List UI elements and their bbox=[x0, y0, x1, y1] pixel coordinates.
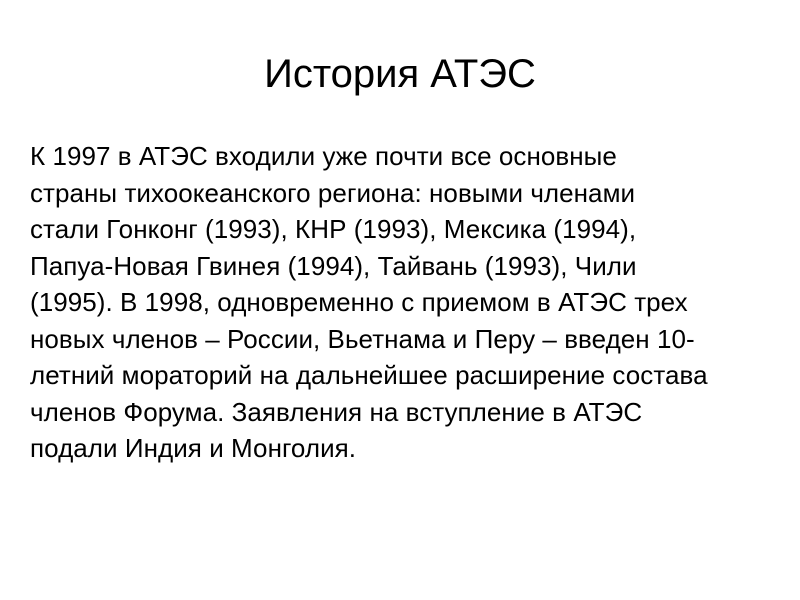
paragraph-line: страны тихоокеанского региона: новыми членами bbox=[30, 177, 636, 208]
paragraph-line: К 1997 в АТЭС входили уже почти все основные bbox=[30, 141, 617, 171]
slide-title: История АТЭС bbox=[264, 52, 536, 96]
paragraph-line: (1995). В 1998, одновременно с приемом в АТЭС трех bbox=[30, 287, 688, 317]
paragraph-line: стали Гонконг (1993), КНР (1993), Мексика (1994), bbox=[30, 214, 637, 244]
paragraph-line: новых членов – России, Вьетнама и Перу – введен 10- bbox=[30, 323, 695, 354]
paragraph-line: подали Индия и Монголия. bbox=[30, 433, 357, 463]
paragraph-line: летний мораторий на дальнейшее расширение состава bbox=[30, 360, 708, 390]
paragraph-line: членов Форума. Заявления на вступление в АТЭС bbox=[30, 396, 643, 427]
paragraph-line: Папуа-Новая Гвинея (1994), Тайвань (1993), Чили bbox=[30, 250, 637, 281]
slide-body-paragraph bbox=[30, 138, 708, 467]
